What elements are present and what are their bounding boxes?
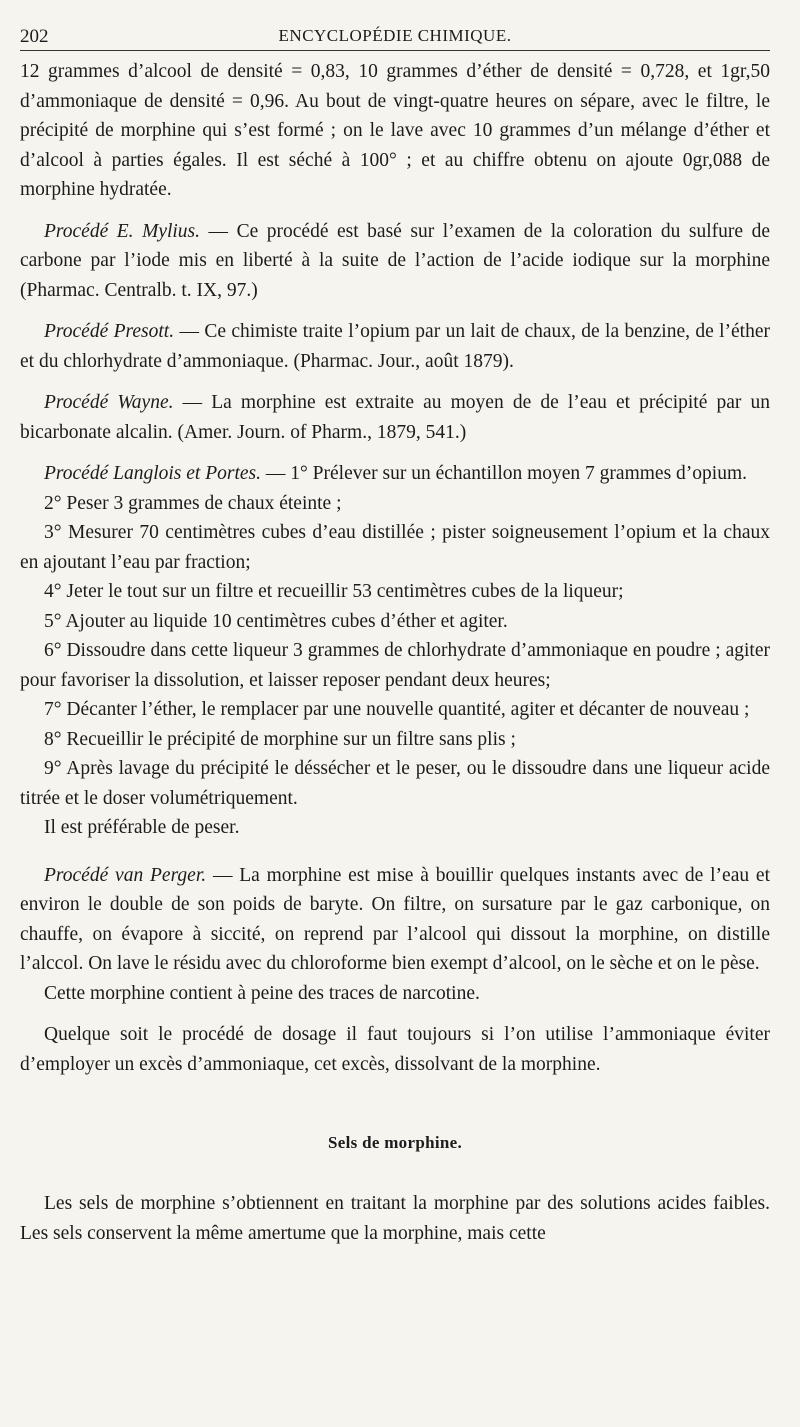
step-9: 9° Après lavage du précipité le déssécher et le peser, ou le dissoudre dans une liqueur acide titrée et le doser volumétriquement. bbox=[20, 758, 770, 809]
paragraph-wayne bbox=[20, 388, 770, 447]
procedure-text: — La morphine est extraite au moyen de de l’eau et précipité par un bicarbonate alcalin. (Amer. Journ. of Pharm., 1879, 541.) bbox=[20, 392, 770, 443]
paragraph-mylius bbox=[20, 217, 770, 306]
procedure-title: Procédé van Perger. bbox=[44, 864, 207, 886]
paragraph-sels: Les sels de morphine s’obtiennent en traitant la morphine par des solutions acides faibles. Les sels conservent la même amertume que la morphine, mais cette bbox=[20, 1193, 770, 1244]
procedure-text: — La morphine est mise à bouillir quelques instants avec de l’eau et environ le double de son poids de baryte. On filtre, on sursature par le gaz carbonique, on chauffe, on évapore à siccité, on reprend par l’alcool qui dissout la morphine, on distille l’alccol. On lave le résidu avec du chloroforme bien exempt d’alcool, on le sèche et on le pèse. bbox=[20, 864, 770, 974]
page-header bbox=[20, 22, 770, 51]
procedure-text: — Ce chimiste traite l’opium par un lait de chaux, de la benzine, de l’éther et du chlorhydrate d’ammoniaque. (Pharmac. Jour., août 1879). bbox=[20, 321, 770, 372]
paragraph-continuation: 12 grammes d’alcool de densité = 0,83, 10 grammes d’éther de densité = 0,728, et 1gr,50 d’ammoniaque de densité = 0,96. Au bout de vingt-quatre heures on sépare, avec le filtre, le précipité de morphine qui s’est formé ; on le lave avec 10 grammes d’un mélange d’éther et d’alcool à parties égales. Il est séché à 100° ; et au chiffre obtenu on ajoute 0gr,088 de morphine hydratée. bbox=[20, 61, 770, 200]
procedure-title: Procédé Langlois et Portes. bbox=[44, 463, 261, 484]
step-2: 2° Peser 3 grammes de chaux éteinte ; bbox=[44, 492, 342, 514]
section-heading: Sels de morphine. bbox=[327, 1133, 463, 1152]
paragraph-presott bbox=[20, 317, 770, 376]
paragraph-narcotine: Cette morphine contient à peine des traces de narcotine. bbox=[44, 982, 480, 1004]
procedure-title: Procédé Wayne. bbox=[44, 392, 174, 413]
procedure-text: — Ce procédé est basé sur l’examen de la coloration du sulfure de carbone par l’iode mis en liberté à la suite de l’action de l’acide iodique sur la morphine (Pharmac. Centralb. t. IX, 97.) bbox=[20, 220, 770, 301]
procedure-text: — 1° Prélever sur un échantillon moyen 7 grammes d’opium. bbox=[261, 463, 747, 484]
step-7: 7° Décanter l’éther, le remplacer par une nouvelle quantité, agiter et décanter de nouveau ; bbox=[44, 699, 750, 720]
step-5: 5° Ajouter au liquide 10 centimètres cubes d’éther et agiter. bbox=[44, 610, 508, 632]
step-6: 6° Dissoudre dans cette liqueur 3 grammes de chlorhydrate d’ammoniaque en poudre ; agiter pour favoriser la dissolution, et laisser reposer pendant deux heures; bbox=[20, 640, 770, 691]
step-4: 4° Jeter le tout sur un filtre et recueillir 53 centimètres cubes de la liqueur; bbox=[44, 581, 624, 602]
step-note: Il est préférable de peser. bbox=[44, 817, 240, 838]
procedure-title: Procédé Presott. bbox=[44, 321, 175, 342]
step-8: 8° Recueillir le précipité de morphine sur un filtre sans plis ; bbox=[44, 728, 516, 750]
paragraph-ammoniaque: Quelque soit le procédé de dosage il faut toujours si l’on utilise l’ammoniaque éviter d’employer un excès d’ammoniaque, cet excès, dissolvant de la morphine. bbox=[20, 1024, 770, 1075]
paragraph-van-perger bbox=[20, 861, 770, 979]
page-body bbox=[20, 57, 770, 1248]
step-3: 3° Mesurer 70 centimètres cubes d’eau distillée ; pister soigneusement l’opium et la chaux en ajoutant l’eau par fraction; bbox=[20, 522, 770, 573]
procedure-title: Procédé E. Mylius. bbox=[44, 220, 201, 242]
paragraph-langlois-portes bbox=[20, 459, 770, 489]
running-title: ENCYCLOPÉDIE CHIMIQUE. bbox=[278, 26, 512, 45]
page-number: 202 bbox=[20, 26, 49, 47]
